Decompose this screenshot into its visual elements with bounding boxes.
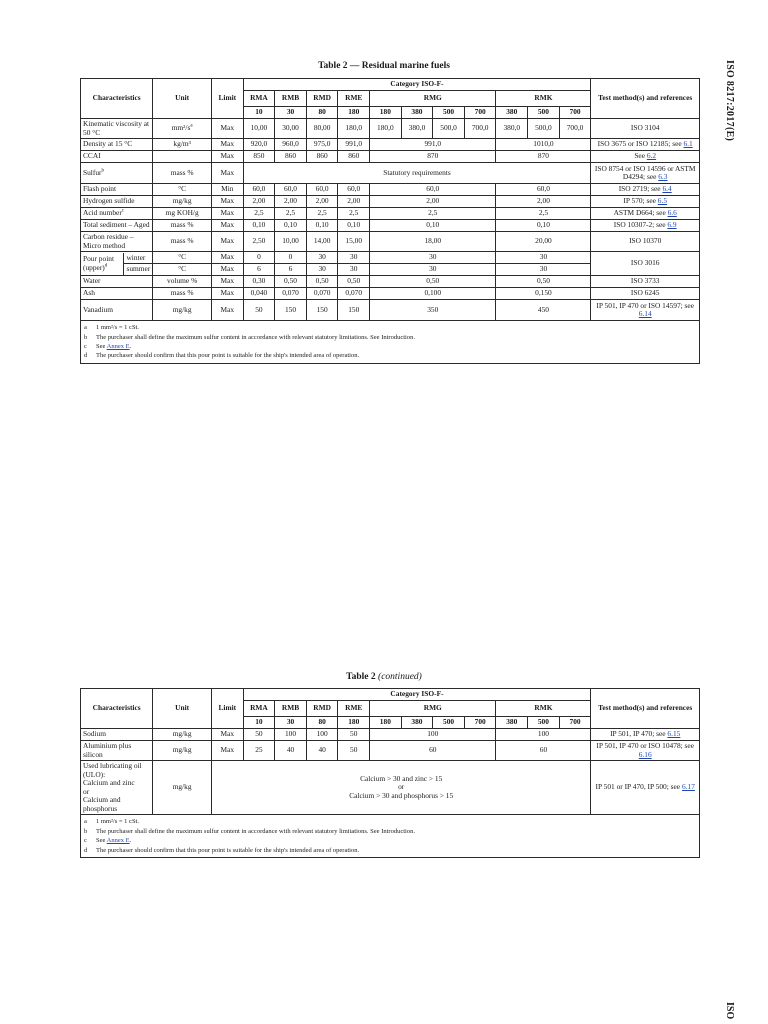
cell-value: 30 [306,264,338,276]
row-label: Hydrogen sulfide [81,196,153,208]
cell-value: 40 [306,741,338,761]
visc-grade: 500 [528,717,560,729]
row-limit: Max [212,119,244,139]
col-unit: Unit [153,79,212,119]
footnote-row [81,815,700,827]
cell-value: 0,30 [243,276,275,288]
cell-rmk: 1010,0 [496,139,591,151]
grade-rmg: RMG [370,91,496,107]
grade-rmk: RMK [496,91,591,107]
cell-rmk: 2,5 [496,208,591,220]
row-unit: mass % [153,232,212,252]
row-unit: mm²/$s^a$ [153,119,212,139]
cell-value: 6 [243,264,275,276]
row-limit: Max [212,729,244,741]
row-unit: mg/kg [153,300,212,321]
cell-value: 860 [275,151,307,163]
visc-grade: 180 [338,107,370,119]
row-label: Density at 15 °C [81,139,153,151]
row-unit: mg/kg [153,741,212,761]
row-test: IP 570; see 6.5 [591,196,700,208]
row-limit: Min [212,184,244,196]
footnote-row [81,342,700,351]
footnote-row [81,836,700,845]
cell-value: 6 [275,264,307,276]
row-aluminium-silicon [81,741,700,761]
season-winter: winter [124,253,152,265]
cell-value: 2,00 [338,196,370,208]
row-limit: Max [212,139,244,151]
cell-value: 700,0 [559,119,591,139]
cell-rmg: 30 [370,264,496,276]
annex-link[interactable]: Annex E [106,343,130,350]
row-unit: °C [153,252,212,264]
row-unit: mass % [153,163,212,184]
footnote: d The purchaser should confirm that this pour point is suitable for the ship's intended area of operation. [81,846,700,858]
row-unit: mg KOH/g [153,208,212,220]
row-acid-number [81,208,700,220]
cell-value: 920,0 [243,139,275,151]
cell-rmk: 0,10 [496,220,591,232]
clause-link[interactable]: 6.9 [667,220,677,230]
cell-value: 500,0 [433,119,465,139]
footnote: b The purchaser shall define the maximum sulfur content in accordance with relevant statutory limitations. See Introduction. [81,827,700,836]
cell-value: 100 [306,729,338,741]
cell-rmg: 350 [370,300,496,321]
footer-mark: ISO [724,1002,735,1020]
row-test: IP 501, IP 470 or ISO 10478; see 6.16 [591,741,700,761]
cell-value: 0,10 [306,220,338,232]
cell-value: 50 [338,741,370,761]
cell-value: 30,00 [275,119,307,139]
row-test: See 6.2 [591,151,700,163]
residual-fuels-table [80,78,700,364]
grade-rmd: RMD [306,91,338,107]
footnote: c See Annex E. [81,836,700,845]
row-limit: Max [212,264,244,276]
cell-rmg: 30 [370,252,496,264]
cell-value: 2,5 [338,208,370,220]
cell-value: 2,00 [275,196,307,208]
col-test-method: Test method(s) and references [591,689,700,729]
cell-value: 15,00 [338,232,370,252]
cell-value: 0,070 [275,288,307,300]
clause-link[interactable]: 6.3 [658,172,668,182]
cell-value: 0,10 [243,220,275,232]
cell-value: 50 [338,729,370,741]
header-row-category [81,79,700,91]
row-label: Sodium [81,729,153,741]
row-limit: Max [212,163,244,184]
row-test: ASTM D664; see 6.6 [591,208,700,220]
cell-rmg: 991,0 [370,139,496,151]
clause-link[interactable]: 6.14 [638,309,652,319]
row-limit: Max [212,208,244,220]
cell-value: 10,00 [275,232,307,252]
visc-grade: 500 [433,717,465,729]
row-label: Pour point (upper)$^d$ winter summer [81,252,153,276]
cell-rmk: 100 [496,729,591,741]
visc-grade: 80 [306,717,338,729]
col-limit: Limit [212,79,244,119]
col-category: Category ISO-F- [243,79,591,91]
clause-link[interactable]: 6.15 [667,729,681,739]
row-limit: Max [212,151,244,163]
visc-grade: 700 [464,717,496,729]
cell-rmg: 0,100 [370,288,496,300]
visc-grade: 700 [559,717,591,729]
cell-value: 180,0 [370,119,402,139]
cell-value: 2,00 [243,196,275,208]
row-density [81,139,700,151]
cell-value: 860 [306,151,338,163]
cell-rmk: 0,150 [496,288,591,300]
visc-grade: 380 [401,717,433,729]
row-test: IP 501, IP 470; see 6.15 [591,729,700,741]
footnote: d The purchaser should confirm that this pour point is suitable for the ship's intended area of operation. [81,351,700,363]
cell-value: 0,10 [275,220,307,232]
cell-value: 40 [275,741,307,761]
grade-rma: RMA [243,701,275,717]
row-unit: mg/kg [153,196,212,208]
cell-rmg: 2,5 [370,208,496,220]
cell-value: 60,0 [306,184,338,196]
cell-value: 30 [338,252,370,264]
cell-value: 60,0 [338,184,370,196]
season-summer: summer [126,264,151,274]
cell-value: 80,00 [306,119,338,139]
cell-value: 14,00 [306,232,338,252]
row-limit: Max [212,232,244,252]
row-test: ISO 6245 [591,288,700,300]
row-limit: Max [212,276,244,288]
row-label: Flash point [81,184,153,196]
row-label: Aluminium plus silicon [81,741,153,761]
footnote-row [81,827,700,836]
document-code: ISO 8217:2017(E) [724,60,735,142]
cell-rmk: 30 [496,252,591,264]
row-unit [153,151,212,163]
row-unit: volume % [153,276,212,288]
cell-rmk: 0,50 [496,276,591,288]
row-unit: mg/kg [153,761,212,815]
footnote-row [81,333,700,342]
row-unit: mass % [153,288,212,300]
cell-rmg: 60 [370,741,496,761]
cell-value: 2,5 [243,208,275,220]
cell-value: 860 [338,151,370,163]
row-unit: °C [153,184,212,196]
row-label: Used lubricating oil (ULO): Calcium and zinc or Calcium and phosphorus [81,761,153,815]
clause-link[interactable]: 6.2 [646,151,657,161]
row-test: ISO 3675 or ISO 12185; see 6.1 [591,139,700,151]
cell-value: 700,0 [464,119,496,139]
clause-link[interactable]: 6.4 [662,184,672,194]
cell-value: 0,040 [243,288,275,300]
row-limit: Max [212,300,244,321]
cell-rmk: 2,00 [496,196,591,208]
row-unit: °C [153,264,212,276]
col-category: Category ISO-F- [243,689,591,701]
cell-rmg: 870 [370,151,496,163]
row-kinematic-viscosity [81,119,700,139]
cell-rmg: 100 [370,729,496,741]
grade-rmb: RMB [275,701,307,717]
row-test: ISO 8754 or ISO 14596 or ASTM D4294; see 6.3 [591,163,700,184]
cell-rmk: 20,00 [496,232,591,252]
row-label: Ash [81,288,153,300]
cell-span: Statutory requirements [243,163,591,184]
cell-rmg: 2,00 [370,196,496,208]
visc-grade: 180 [370,717,402,729]
cell-value: 0,50 [306,276,338,288]
col-unit: Unit [153,689,212,729]
footnote: a 1 mm²/s = 1 cSt. [81,815,700,827]
cell-span: Calcium > 30 and zinc > 15 or Calcium > 30 and phosphorus > 15 [212,761,591,815]
visc-grade: 380 [496,107,528,119]
row-vanadium [81,300,700,321]
cell-value: 0,070 [338,288,370,300]
cell-value: 150 [275,300,307,321]
cell-value: 0,070 [306,288,338,300]
table-title: Table 2 — Residual marine fuels [318,61,450,71]
footnote-row [81,321,700,333]
cell-value: 991,0 [338,139,370,151]
cell-rmg: 0,10 [370,220,496,232]
cell-value: 0,10 [338,220,370,232]
row-label: Carbon residue – Micro method [81,232,153,252]
row-label: CCAI [81,151,153,163]
visc-grade: 30 [275,717,307,729]
col-test-method: Test method(s) and references [591,79,700,119]
cell-rmg: 18,00 [370,232,496,252]
row-unit: mg/kg [153,729,212,741]
cell-value: 380,0 [401,119,433,139]
cell-value: 60,0 [243,184,275,196]
footnote-row [81,351,700,363]
cell-value: 2,00 [306,196,338,208]
row-test: IP 501, IP 470 or ISO 14597; see 6.14 [591,300,700,321]
visc-grade: 10 [243,107,275,119]
clause-link[interactable]: 6.1 [683,139,693,149]
clause-link[interactable]: 6.6 [667,208,677,218]
row-sulfur [81,163,700,184]
cell-value: 960,0 [275,139,307,151]
row-label: Sulfur$^b$ [81,163,153,184]
clause-link[interactable]: 6.17 [681,782,695,792]
cell-value: 0 [243,252,275,264]
cell-rmk: 870 [496,151,591,163]
grade-rmb: RMB [275,91,307,107]
row-test: ISO 10307-2; see 6.9 [591,220,700,232]
col-characteristics: Characteristics [81,79,153,119]
row-label: Water [81,276,153,288]
row-hydrogen-sulfide [81,196,700,208]
cell-value: 150 [338,300,370,321]
row-unit: mass % [153,220,212,232]
visc-grade: 700 [559,107,591,119]
row-test: ISO 3104 [591,119,700,139]
row-limit: Max [212,288,244,300]
cell-rmk: 60,0 [496,184,591,196]
cell-value: 380,0 [496,119,528,139]
cell-value: 150 [306,300,338,321]
row-limit: Max [212,252,244,264]
row-label: Acid number$^c$ [81,208,153,220]
cell-value: 975,0 [306,139,338,151]
cell-value: 0,50 [275,276,307,288]
row-used-lubricating-oil [81,761,700,815]
visc-grade: 10 [243,717,275,729]
visc-grade: 500 [528,107,560,119]
grade-rmk: RMK [496,701,591,717]
visc-grade: 380 [401,107,433,119]
row-limit: Max [212,741,244,761]
visc-grade: 700 [464,107,496,119]
cell-value: 10,00 [243,119,275,139]
cell-value: 30 [306,252,338,264]
visc-grade: 80 [306,107,338,119]
cell-rmk: 450 [496,300,591,321]
continued-table-title: Table 2 (continued) [346,672,422,682]
cell-rmg: 0,50 [370,276,496,288]
cell-value: 0,50 [338,276,370,288]
row-label: Kinematic viscosity at 50 °C [81,119,153,139]
footnote-row [81,846,700,858]
footnote: b The purchaser shall define the maximum sulfur content in accordance with relevant statutory limitations. See Introduction. [81,333,700,342]
footnote: a 1 mm²/s = 1 cSt. [81,321,700,333]
grade-rmg: RMG [370,701,496,717]
row-flash-point [81,184,700,196]
col-limit: Limit [212,689,244,729]
footnote: c See Annex E. [81,342,700,351]
row-test: IP 501 or IP 470, IP 500; see 6.17 [591,761,700,815]
clause-link[interactable]: 6.5 [657,196,668,206]
visc-grade: 180 [370,107,402,119]
row-test: ISO 3016 [591,252,700,276]
cell-value: 60,0 [275,184,307,196]
row-ash [81,288,700,300]
cell-rmk: 30 [496,264,591,276]
row-total-sediment [81,220,700,232]
cell-value: 2,5 [275,208,307,220]
cell-value: 30 [338,264,370,276]
cell-value: 0 [275,252,307,264]
row-carbon-residue [81,232,700,252]
row-test: ISO 10370 [591,232,700,252]
row-pour-point-winter [81,252,700,264]
visc-grade: 180 [338,717,370,729]
cell-value: 50 [243,729,275,741]
cell-value: 25 [243,741,275,761]
visc-grade: 500 [433,107,465,119]
row-label: Total sediment – Aged [81,220,153,232]
grade-rme: RME [338,701,370,717]
grade-rma: RMA [243,91,275,107]
cell-value: 850 [243,151,275,163]
row-test: ISO 2719; see 6.4 [591,184,700,196]
clause-link[interactable]: 6.16 [638,749,652,759]
visc-grade: 30 [275,107,307,119]
cell-value: 100 [275,729,307,741]
residual-fuels-table-continued [80,688,700,858]
row-limit: Max [212,196,244,208]
cell-rmg: 60,0 [370,184,496,196]
cell-value: 500,0 [528,119,560,139]
grade-rme: RME [338,91,370,107]
row-limit: Max [212,220,244,232]
header-row-category [81,689,700,701]
grade-rmd: RMD [306,701,338,717]
row-ccai [81,151,700,163]
visc-grade: 380 [496,717,528,729]
col-characteristics: Characteristics [81,689,153,729]
cell-value: 180,0 [338,119,370,139]
row-test: ISO 3733 [591,276,700,288]
annex-link[interactable]: Annex E [106,837,130,845]
row-sodium [81,729,700,741]
row-label: Vanadium [81,300,153,321]
row-water [81,276,700,288]
cell-value: 50 [243,300,275,321]
cell-value: 2,5 [306,208,338,220]
row-unit: kg/m³ [153,139,212,151]
cell-rmk: 60 [496,741,591,761]
cell-value: 2,50 [243,232,275,252]
